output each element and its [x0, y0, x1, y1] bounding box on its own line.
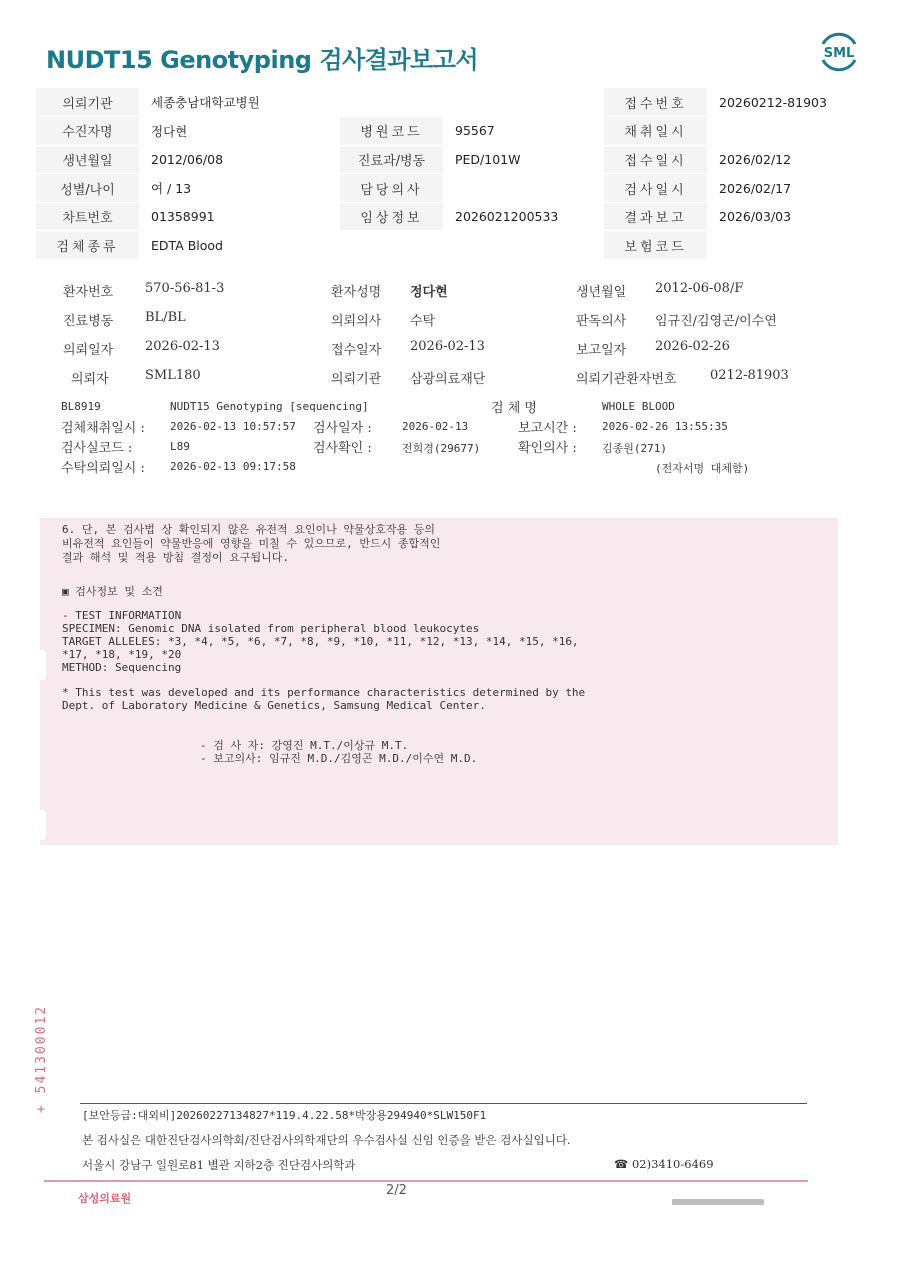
samsung-medical-brand: 삼성의료원 [78, 1192, 132, 1205]
scan-label: 의뢰자 [71, 372, 109, 387]
scan-label: 검사실코드 : [61, 441, 133, 456]
table-row [36, 117, 864, 146]
patient-name: 정다현 [139, 117, 340, 146]
scan-esign-note: (전자서명 대체함) [655, 462, 750, 475]
header-label: 접수일시 [604, 145, 707, 174]
header-label: 채취일시 [604, 117, 707, 146]
sex-age: 여 / 13 [139, 174, 340, 203]
header-label: 의뢰기관 [36, 88, 139, 117]
header-label: 검사일시 [604, 174, 707, 203]
report-line: * This test was developed and its performance characteristics determined by the [62, 686, 586, 699]
chart-number: 01358991 [139, 202, 340, 231]
scan-reading-doctor: 임규진/김영곤/이수연 [655, 314, 777, 329]
scan-report-time: 2026-02-26 13:55:35 [602, 420, 728, 433]
scan-consign-datetime: 2026-02-13 09:17:58 [170, 460, 296, 473]
scan-label: 확인의사 : [518, 441, 577, 456]
patient-header-table [36, 88, 864, 260]
scan-label: 검사일자 : [313, 421, 372, 436]
report-line: Dept. of Laboratory Medicine & Genetics, Samsung Medical Center. [62, 699, 486, 712]
vertical-serial-number [34, 985, 60, 1115]
birth-date: 2012/06/08 [139, 145, 340, 174]
table-row [36, 231, 864, 260]
scan-collection-datetime: 2026-02-13 10:57:57 [170, 420, 296, 433]
scan-specimen: WHOLE BLOOD [602, 400, 675, 413]
security-line: [보안등급:대외비]20260227134827*119.4.22.58*박장용294940*SLW150F1 [82, 1109, 487, 1122]
scan-label: 검체채취일시 : [61, 421, 145, 436]
table-row [36, 174, 864, 203]
scan-label: 보고일자 [576, 343, 627, 358]
report-section-title: ▣ 검사정보 및 소견 [62, 585, 163, 598]
report-line: *17, *18, *19, *20 [62, 648, 182, 661]
header-label: 생년월일 [36, 145, 139, 174]
scan-request-date: 2026-02-13 [145, 339, 220, 354]
scan-requester: SML180 [145, 368, 201, 383]
scan-label: 환자성명 [331, 285, 382, 300]
report-line: METHOD: Sequencing [62, 661, 182, 674]
footer-divider [80, 1103, 807, 1104]
report-doctor-line: - 보고의사: 임규진 M.D./김영곤 M.D./이수연 M.D. [200, 752, 478, 765]
report-findings-panel [40, 518, 838, 845]
specimen-type: EDTA Blood [139, 231, 604, 260]
report-line: - TEST INFORMATION [62, 609, 182, 622]
scan-test-name: NUDT15 Genotyping [sequencing] [170, 400, 369, 413]
scan-label: 의뢰일자 [63, 343, 114, 358]
table-row [36, 145, 864, 174]
report-line: TARGET ALLELES: *3, *4, *5, *6, *7, *8, *9, *10, *11, *12, *13, *14, *15, *16, [62, 635, 579, 648]
header-label: 임상정보 [340, 202, 443, 231]
header-label: 성별/나이 [36, 174, 139, 203]
scan-report-date: 2026-02-26 [655, 339, 730, 354]
table-row [36, 202, 864, 231]
punch-hole [38, 810, 46, 840]
scan-test-date: 2026-02-13 [402, 420, 469, 433]
scan-institution-patient-number: 0212-81903 [710, 368, 789, 383]
scan-label: 검 체 명 [491, 401, 537, 416]
collection-datetime [707, 117, 864, 146]
header-label: 검체종류 [36, 231, 139, 260]
scan-label: 환자번호 [63, 285, 114, 300]
receipt-date: 2026/02/12 [707, 145, 864, 174]
phone-line: ☎ 02)3410-6469 [614, 1157, 714, 1171]
scan-label: 진료병동 [63, 314, 114, 329]
report-line: 6. 단, 본 검사법 상 확인되지 않은 유전적 요인이나 약물상호작용 등의 [62, 523, 435, 536]
header-label: 접수번호 [604, 88, 707, 117]
scan-birth-date: 2012-06-08/F [655, 281, 744, 296]
cropped-logo-fragment [672, 1199, 764, 1205]
report-line: SPECIMEN: Genomic DNA isolated from peripheral blood leukocytes [62, 622, 480, 635]
scan-label: 수탁의뢰일시 : [61, 461, 145, 476]
scan-label: 의뢰의사 [331, 314, 382, 329]
scan-label: 검사확인 : [313, 441, 372, 456]
report-title: NUDT15 Genotyping 검사결과보고서 [46, 46, 479, 74]
sml-logo-text: SML [823, 46, 855, 61]
punch-hole [38, 490, 46, 520]
scan-label: 의뢰기관 [331, 372, 382, 387]
scan-requesting-institution: 삼광의료재단 [410, 372, 486, 387]
sml-logo [817, 30, 861, 74]
scan-requesting-doctor: 수탁 [410, 314, 436, 329]
department-ward: PED/101W [443, 145, 604, 174]
punch-hole [38, 650, 46, 680]
receipt-number: 20260212-81903 [707, 88, 864, 117]
header-label: 보험코드 [604, 231, 707, 260]
report-line: 결과 해석 및 적용 방침 결정이 요구됩니다. [62, 551, 289, 564]
scan-label: 의뢰기관환자번호 [576, 372, 677, 387]
report-line: 비유전적 요인들이 약물반응에 영향을 미칠 수 있으므로, 반드시 종합적인 [62, 537, 441, 550]
address-line: 서울시 강남구 일원로81 별관 지하2층 진단검사의학과 [82, 1158, 356, 1172]
scan-patient-number: 570-56-81-3 [145, 281, 225, 296]
header-label: 수진자명 [36, 117, 139, 146]
header-label: 병원코드 [340, 117, 443, 146]
header-label: 결과보고 [604, 202, 707, 231]
test-date: 2026/02/17 [707, 174, 864, 203]
scan-label: 생년월일 [576, 285, 627, 300]
scan-label: 접수일자 [331, 343, 382, 358]
scan-lab-code: L89 [170, 440, 190, 453]
clinical-info: 2026021200533 [443, 202, 604, 231]
hospital-code: 95567 [443, 117, 604, 146]
report-tester-line: - 검 사 자: 강영진 M.T./이상규 M.T. [200, 739, 409, 752]
scan-test-code: BL8919 [61, 400, 101, 413]
scan-confirm-doctor: 김종원(271) [602, 442, 667, 455]
table-row [36, 88, 864, 117]
header-label: 차트번호 [36, 202, 139, 231]
header-label: 진료과/병동 [340, 145, 443, 174]
vertical-serial-text: + 541300012 [34, 1004, 49, 1113]
footer-pink-rule [44, 1180, 808, 1182]
scan-receipt-date: 2026-02-13 [410, 339, 485, 354]
header-label: 담당의사 [340, 174, 443, 203]
attending-doctor [443, 174, 604, 203]
scan-patient-name: 정다현 [410, 285, 448, 300]
scan-test-confirmer: 전희경(29677) [402, 442, 481, 455]
scan-label: 판독의사 [576, 314, 627, 329]
certification-line: 본 검사실은 대한진단검사의학회/진단검사의학재단의 우수검사실 신임 인증을 받은 검사실입니다. [82, 1133, 571, 1147]
scan-label: 보고시간 : [518, 421, 577, 436]
page-number: 2/2 [386, 1183, 407, 1198]
result-report-date: 2026/03/03 [707, 202, 864, 231]
requesting-institution: 세종충남대학교병원 [139, 88, 604, 117]
insurance-code [707, 231, 864, 260]
scan-ward: BL/BL [145, 310, 186, 325]
